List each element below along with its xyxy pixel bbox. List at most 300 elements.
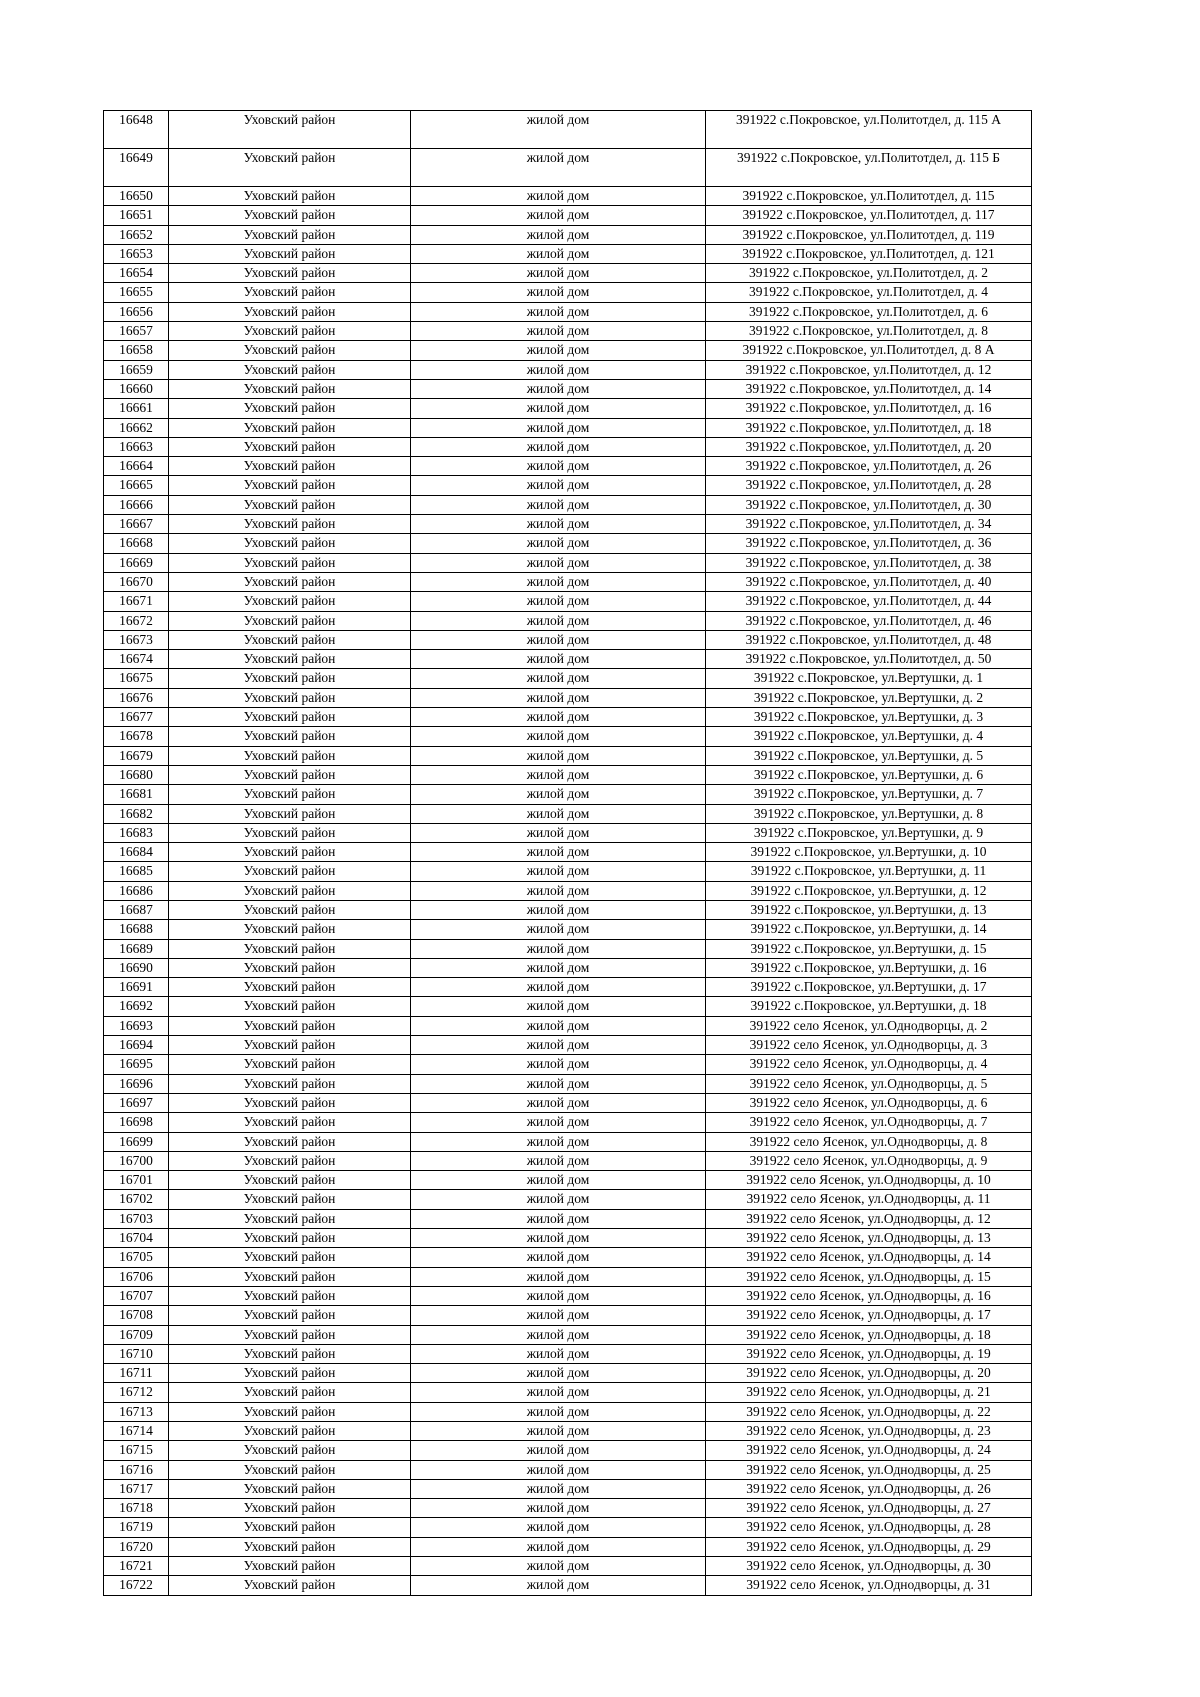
address-cell: 391922 с.Покровское, ул.Политотдел, д. 6 (706, 302, 1032, 321)
object-type-cell: жилой дом (411, 1364, 706, 1383)
row-number: 16707 (104, 1286, 169, 1305)
address-cell: 391922 с.Покровское, ул.Политотдел, д. 44 (706, 592, 1032, 611)
address-cell: 391922 с.Покровское, ул.Политотдел, д. 115 (706, 187, 1032, 206)
row-number: 16686 (104, 881, 169, 900)
row-number: 16691 (104, 978, 169, 997)
object-type-cell: жилой дом (411, 457, 706, 476)
table-row (104, 244, 1032, 263)
table-row (104, 1190, 1032, 1209)
address-cell: 391922 с.Покровское, ул.Вертушки, д. 10 (706, 843, 1032, 862)
table-row (104, 1248, 1032, 1267)
table-row (104, 264, 1032, 283)
district-cell: Уховский район (169, 939, 411, 958)
object-type-cell: жилой дом (411, 804, 706, 823)
table-row (104, 1209, 1032, 1228)
object-type-cell: жилой дом (411, 1151, 706, 1170)
row-number: 16654 (104, 264, 169, 283)
district-cell: Уховский район (169, 785, 411, 804)
row-number: 16684 (104, 843, 169, 862)
district-cell: Уховский район (169, 572, 411, 591)
table-row (104, 322, 1032, 341)
object-type-cell: жилой дом (411, 1325, 706, 1344)
address-cell: 391922 с.Покровское, ул.Политотдел, д. 2 (706, 264, 1032, 283)
district-cell: Уховский район (169, 1229, 411, 1248)
row-number: 16679 (104, 746, 169, 765)
table-row (104, 534, 1032, 553)
district-cell: Уховский район (169, 1383, 411, 1402)
address-cell: 391922 с.Покровское, ул.Политотдел, д. 119 (706, 225, 1032, 244)
district-cell: Уховский район (169, 823, 411, 842)
address-cell: 391922 село Ясенок, ул.Однодворцы, д. 22 (706, 1402, 1032, 1421)
object-type-cell: жилой дом (411, 399, 706, 418)
row-number: 16688 (104, 920, 169, 939)
district-cell: Уховский район (169, 1113, 411, 1132)
object-type-cell: жилой дом (411, 1016, 706, 1035)
district-cell: Уховский район (169, 495, 411, 514)
address-cell: 391922 с.Покровское, ул.Политотдел, д. 4 (706, 283, 1032, 302)
object-type-cell: жилой дом (411, 437, 706, 456)
address-cell: 391922 село Ясенок, ул.Однодворцы, д. 18 (706, 1325, 1032, 1344)
row-number: 16681 (104, 785, 169, 804)
object-type-cell: жилой дом (411, 264, 706, 283)
table-row (104, 302, 1032, 321)
object-type-cell: жилой дом (411, 553, 706, 572)
district-cell: Уховский район (169, 1209, 411, 1228)
address-cell: 391922 с.Покровское, ул.Политотдел, д. 12 (706, 360, 1032, 379)
district-cell: Уховский район (169, 553, 411, 572)
row-number: 16720 (104, 1537, 169, 1556)
table-row (104, 1364, 1032, 1383)
district-cell: Уховский район (169, 206, 411, 225)
table-row (104, 418, 1032, 437)
table-row (104, 881, 1032, 900)
address-cell: 391922 с.Покровское, ул.Вертушки, д. 1 (706, 669, 1032, 688)
object-type-cell: жилой дом (411, 1267, 706, 1286)
row-number: 16687 (104, 900, 169, 919)
address-cell: 391922 с.Покровское, ул.Вертушки, д. 13 (706, 900, 1032, 919)
table-row (104, 1132, 1032, 1151)
table-row (104, 727, 1032, 746)
district-cell: Уховский район (169, 1325, 411, 1344)
row-number: 16652 (104, 225, 169, 244)
row-number: 16718 (104, 1499, 169, 1518)
row-number: 16705 (104, 1248, 169, 1267)
table-row (104, 360, 1032, 379)
address-cell: 391922 село Ясенок, ул.Однодворцы, д. 16 (706, 1286, 1032, 1305)
table-row (104, 111, 1032, 149)
table-row (104, 1306, 1032, 1325)
row-number: 16676 (104, 688, 169, 707)
address-cell: 391922 село Ясенок, ул.Однодворцы, д. 27 (706, 1499, 1032, 1518)
object-type-cell: жилой дом (411, 1518, 706, 1537)
district-cell: Уховский район (169, 1036, 411, 1055)
address-cell: 391922 село Ясенок, ул.Однодворцы, д. 23 (706, 1422, 1032, 1441)
district-cell: Уховский район (169, 515, 411, 534)
object-type-cell: жилой дом (411, 958, 706, 977)
object-type-cell: жилой дом (411, 823, 706, 842)
row-number: 16674 (104, 650, 169, 669)
object-type-cell: жилой дом (411, 650, 706, 669)
address-cell: 391922 с.Покровское, ул.Вертушки, д. 12 (706, 881, 1032, 900)
district-cell: Уховский район (169, 1055, 411, 1074)
row-number: 16713 (104, 1402, 169, 1421)
address-cell: 391922 с.Покровское, ул.Вертушки, д. 17 (706, 978, 1032, 997)
object-type-cell: жилой дом (411, 495, 706, 514)
object-type-cell: жилой дом (411, 939, 706, 958)
row-number: 16709 (104, 1325, 169, 1344)
address-cell: 391922 село Ясенок, ул.Однодворцы, д. 20 (706, 1364, 1032, 1383)
row-number: 16721 (104, 1557, 169, 1576)
row-number: 16649 (104, 149, 169, 187)
address-cell: 391922 село Ясенок, ул.Однодворцы, д. 29 (706, 1537, 1032, 1556)
address-cell: 391922 село Ясенок, ул.Однодворцы, д. 24 (706, 1441, 1032, 1460)
object-type-cell: жилой дом (411, 244, 706, 263)
district-cell: Уховский район (169, 630, 411, 649)
table-row (104, 1074, 1032, 1093)
object-type-cell: жилой дом (411, 900, 706, 919)
row-number: 16673 (104, 630, 169, 649)
table-row (104, 515, 1032, 534)
table-row (104, 1441, 1032, 1460)
address-cell: 391922 село Ясенок, ул.Однодворцы, д. 25 (706, 1460, 1032, 1479)
row-number: 16659 (104, 360, 169, 379)
district-cell: Уховский район (169, 688, 411, 707)
row-number: 16664 (104, 457, 169, 476)
row-number: 16665 (104, 476, 169, 495)
object-type-cell: жилой дом (411, 920, 706, 939)
district-cell: Уховский район (169, 1441, 411, 1460)
address-cell: 391922 село Ясенок, ул.Однодворцы, д. 28 (706, 1518, 1032, 1537)
district-cell: Уховский район (169, 1190, 411, 1209)
address-cell: 391922 село Ясенок, ул.Однодворцы, д. 10 (706, 1171, 1032, 1190)
address-cell: 391922 с.Покровское, ул.Вертушки, д. 14 (706, 920, 1032, 939)
district-cell: Уховский район (169, 997, 411, 1016)
object-type-cell: жилой дом (411, 978, 706, 997)
table-row (104, 1113, 1032, 1132)
address-cell: 391922 село Ясенок, ул.Однодворцы, д. 21 (706, 1383, 1032, 1402)
object-type-cell: жилой дом (411, 1306, 706, 1325)
table-row (104, 1537, 1032, 1556)
registry-table (103, 110, 1032, 1596)
object-type-cell: жилой дом (411, 881, 706, 900)
address-cell: 391922 село Ясенок, ул.Однодворцы, д. 9 (706, 1151, 1032, 1170)
district-cell: Уховский район (169, 379, 411, 398)
object-type-cell: жилой дом (411, 708, 706, 727)
address-cell: 391922 село Ясенок, ул.Однодворцы, д. 11 (706, 1190, 1032, 1209)
table-row (104, 341, 1032, 360)
row-number: 16657 (104, 322, 169, 341)
table-row (104, 187, 1032, 206)
row-number: 16714 (104, 1422, 169, 1441)
district-cell: Уховский район (169, 650, 411, 669)
district-cell: Уховский район (169, 958, 411, 977)
district-cell: Уховский район (169, 1171, 411, 1190)
object-type-cell: жилой дом (411, 283, 706, 302)
object-type-cell: жилой дом (411, 187, 706, 206)
object-type-cell: жилой дом (411, 1286, 706, 1305)
district-cell: Уховский район (169, 1248, 411, 1267)
table-row (104, 978, 1032, 997)
table-row (104, 688, 1032, 707)
address-cell: 391922 с.Покровское, ул.Вертушки, д. 2 (706, 688, 1032, 707)
row-number: 16696 (104, 1074, 169, 1093)
district-cell: Уховский район (169, 1016, 411, 1035)
address-cell: 391922 с.Покровское, ул.Вертушки, д. 4 (706, 727, 1032, 746)
row-number: 16692 (104, 997, 169, 1016)
address-cell: 391922 с.Покровское, ул.Политотдел, д. 16 (706, 399, 1032, 418)
object-type-cell: жилой дом (411, 1209, 706, 1228)
district-cell: Уховский район (169, 1306, 411, 1325)
address-cell: 391922 с.Покровское, ул.Политотдел, д. 30 (706, 495, 1032, 514)
district-cell: Уховский район (169, 843, 411, 862)
district-cell: Уховский район (169, 302, 411, 321)
row-number: 16661 (104, 399, 169, 418)
address-cell: 391922 с.Покровское, ул.Политотдел, д. 48 (706, 630, 1032, 649)
table-row (104, 939, 1032, 958)
table-row (104, 457, 1032, 476)
object-type-cell: жилой дом (411, 1460, 706, 1479)
object-type-cell: жилой дом (411, 341, 706, 360)
district-cell: Уховский район (169, 765, 411, 784)
district-cell: Уховский район (169, 534, 411, 553)
row-number: 16651 (104, 206, 169, 225)
row-number: 16715 (104, 1441, 169, 1460)
district-cell: Уховский район (169, 187, 411, 206)
object-type-cell: жилой дом (411, 1093, 706, 1112)
row-number: 16653 (104, 244, 169, 263)
district-cell: Уховский район (169, 244, 411, 263)
district-cell: Уховский район (169, 1344, 411, 1363)
address-cell: 391922 с.Покровское, ул.Политотдел, д. 20 (706, 437, 1032, 456)
object-type-cell: жилой дом (411, 1132, 706, 1151)
table-row (104, 1344, 1032, 1363)
address-cell: 391922 с.Покровское, ул.Политотдел, д. 46 (706, 611, 1032, 630)
object-type-cell: жилой дом (411, 302, 706, 321)
object-type-cell: жилой дом (411, 1055, 706, 1074)
district-cell: Уховский район (169, 437, 411, 456)
object-type-cell: жилой дом (411, 379, 706, 398)
district-cell: Уховский район (169, 1093, 411, 1112)
row-number: 16660 (104, 379, 169, 398)
row-number: 16671 (104, 592, 169, 611)
table-row (104, 765, 1032, 784)
district-cell: Уховский район (169, 978, 411, 997)
district-cell: Уховский район (169, 1576, 411, 1595)
object-type-cell: жилой дом (411, 418, 706, 437)
address-cell: 391922 с.Покровское, ул.Политотдел, д. 36 (706, 534, 1032, 553)
registry-table-body (104, 111, 1032, 1596)
district-cell: Уховский район (169, 862, 411, 881)
table-row (104, 708, 1032, 727)
district-cell: Уховский район (169, 1402, 411, 1421)
district-cell: Уховский район (169, 1518, 411, 1537)
object-type-cell: жилой дом (411, 1074, 706, 1093)
table-row (104, 225, 1032, 244)
object-type-cell: жилой дом (411, 843, 706, 862)
address-cell: 391922 с.Покровское, ул.Вертушки, д. 3 (706, 708, 1032, 727)
table-row (104, 1576, 1032, 1595)
object-type-cell: жилой дом (411, 225, 706, 244)
table-row (104, 553, 1032, 572)
district-cell: Уховский район (169, 360, 411, 379)
row-number: 16685 (104, 862, 169, 881)
address-cell: 391922 с.Покровское, ул.Вертушки, д. 6 (706, 765, 1032, 784)
table-row (104, 1402, 1032, 1421)
address-cell: 391922 село Ясенок, ул.Однодворцы, д. 14 (706, 1248, 1032, 1267)
row-number: 16695 (104, 1055, 169, 1074)
district-cell: Уховский район (169, 1557, 411, 1576)
table-row (104, 669, 1032, 688)
district-cell: Уховский район (169, 900, 411, 919)
row-number: 16708 (104, 1306, 169, 1325)
row-number: 16675 (104, 669, 169, 688)
row-number: 16690 (104, 958, 169, 977)
address-cell: 391922 село Ясенок, ул.Однодворцы, д. 2 (706, 1016, 1032, 1035)
table-row (104, 1479, 1032, 1498)
table-row (104, 1151, 1032, 1170)
district-cell: Уховский район (169, 881, 411, 900)
table-row (104, 495, 1032, 514)
address-cell: 391922 село Ясенок, ул.Однодворцы, д. 7 (706, 1113, 1032, 1132)
table-row (104, 611, 1032, 630)
object-type-cell: жилой дом (411, 1344, 706, 1363)
row-number: 16698 (104, 1113, 169, 1132)
address-cell: 391922 село Ясенок, ул.Однодворцы, д. 26 (706, 1479, 1032, 1498)
district-cell: Уховский район (169, 804, 411, 823)
table-row (104, 1171, 1032, 1190)
table-row (104, 1499, 1032, 1518)
table-row (104, 206, 1032, 225)
table-row (104, 1286, 1032, 1305)
table-row (104, 1267, 1032, 1286)
object-type-cell: жилой дом (411, 572, 706, 591)
row-number: 16648 (104, 111, 169, 149)
object-type-cell: жилой дом (411, 1113, 706, 1132)
address-cell: 391922 с.Покровское, ул.Политотдел, д. 14 (706, 379, 1032, 398)
district-cell: Уховский район (169, 1422, 411, 1441)
table-row (104, 1422, 1032, 1441)
address-cell: 391922 с.Покровское, ул.Политотдел, д. 34 (706, 515, 1032, 534)
address-cell: 391922 с.Покровское, ул.Политотдел, д. 26 (706, 457, 1032, 476)
object-type-cell: жилой дом (411, 1190, 706, 1209)
row-number: 16712 (104, 1383, 169, 1402)
table-row (104, 900, 1032, 919)
object-type-cell: жилой дом (411, 1557, 706, 1576)
district-cell: Уховский район (169, 1460, 411, 1479)
district-cell: Уховский район (169, 708, 411, 727)
table-row (104, 437, 1032, 456)
object-type-cell: жилой дом (411, 611, 706, 630)
object-type-cell: жилой дом (411, 206, 706, 225)
district-cell: Уховский район (169, 341, 411, 360)
table-row (104, 1325, 1032, 1344)
row-number: 16703 (104, 1209, 169, 1228)
row-number: 16678 (104, 727, 169, 746)
address-cell: 391922 с.Покровское, ул.Вертушки, д. 8 (706, 804, 1032, 823)
object-type-cell: жилой дом (411, 1537, 706, 1556)
address-cell: 391922 с.Покровское, ул.Политотдел, д. 115 Б (706, 149, 1032, 187)
district-cell: Уховский район (169, 111, 411, 149)
table-row (104, 1229, 1032, 1248)
district-cell: Уховский район (169, 1151, 411, 1170)
table-row (104, 572, 1032, 591)
table-row (104, 1016, 1032, 1035)
district-cell: Уховский район (169, 1479, 411, 1498)
address-cell: 391922 село Ясенок, ул.Однодворцы, д. 5 (706, 1074, 1032, 1093)
table-row (104, 1460, 1032, 1479)
table-row (104, 1093, 1032, 1112)
row-number: 16717 (104, 1479, 169, 1498)
table-row (104, 746, 1032, 765)
address-cell: 391922 с.Покровское, ул.Политотдел, д. 40 (706, 572, 1032, 591)
row-number: 16683 (104, 823, 169, 842)
object-type-cell: жилой дом (411, 669, 706, 688)
address-cell: 391922 село Ясенок, ул.Однодворцы, д. 15 (706, 1267, 1032, 1286)
address-cell: 391922 с.Покровское, ул.Политотдел, д. 28 (706, 476, 1032, 495)
district-cell: Уховский район (169, 1537, 411, 1556)
address-cell: 391922 с.Покровское, ул.Политотдел, д. 115 А (706, 111, 1032, 149)
address-cell: 391922 с.Покровское, ул.Политотдел, д. 8 А (706, 341, 1032, 360)
object-type-cell: жилой дом (411, 1402, 706, 1421)
table-row (104, 958, 1032, 977)
district-cell: Уховский район (169, 283, 411, 302)
object-type-cell: жилой дом (411, 515, 706, 534)
table-row (104, 823, 1032, 842)
table-row (104, 1383, 1032, 1402)
address-cell: 391922 село Ясенок, ул.Однодворцы, д. 19 (706, 1344, 1032, 1363)
object-type-cell: жилой дом (411, 688, 706, 707)
address-cell: 391922 с.Покровское, ул.Политотдел, д. 18 (706, 418, 1032, 437)
object-type-cell: жилой дом (411, 1171, 706, 1190)
object-type-cell: жилой дом (411, 360, 706, 379)
table-row (104, 1055, 1032, 1074)
table-row (104, 476, 1032, 495)
row-number: 16710 (104, 1344, 169, 1363)
row-number: 16700 (104, 1151, 169, 1170)
object-type-cell: жилой дом (411, 1576, 706, 1595)
object-type-cell: жилой дом (411, 746, 706, 765)
table-row (104, 843, 1032, 862)
object-type-cell: жилой дом (411, 1499, 706, 1518)
address-cell: 391922 с.Покровское, ул.Вертушки, д. 16 (706, 958, 1032, 977)
address-cell: 391922 с.Покровское, ул.Вертушки, д. 9 (706, 823, 1032, 842)
object-type-cell: жилой дом (411, 111, 706, 149)
address-cell: 391922 с.Покровское, ул.Вертушки, д. 5 (706, 746, 1032, 765)
district-cell: Уховский район (169, 669, 411, 688)
row-number: 16656 (104, 302, 169, 321)
row-number: 16658 (104, 341, 169, 360)
table-row (104, 283, 1032, 302)
district-cell: Уховский район (169, 611, 411, 630)
row-number: 16680 (104, 765, 169, 784)
table-row (104, 379, 1032, 398)
address-cell: 391922 с.Покровское, ул.Вертушки, д. 18 (706, 997, 1032, 1016)
row-number: 16667 (104, 515, 169, 534)
address-cell: 391922 село Ясенок, ул.Однодворцы, д. 3 (706, 1036, 1032, 1055)
object-type-cell: жилой дом (411, 534, 706, 553)
object-type-cell: жилой дом (411, 862, 706, 881)
district-cell: Уховский район (169, 1364, 411, 1383)
object-type-cell: жилой дом (411, 149, 706, 187)
table-row (104, 785, 1032, 804)
table-row (104, 149, 1032, 187)
district-cell: Уховский район (169, 418, 411, 437)
object-type-cell: жилой дом (411, 785, 706, 804)
address-cell: 391922 с.Покровское, ул.Вертушки, д. 7 (706, 785, 1032, 804)
row-number: 16716 (104, 1460, 169, 1479)
object-type-cell: жилой дом (411, 997, 706, 1016)
address-cell: 391922 село Ясенок, ул.Однодворцы, д. 31 (706, 1576, 1032, 1595)
